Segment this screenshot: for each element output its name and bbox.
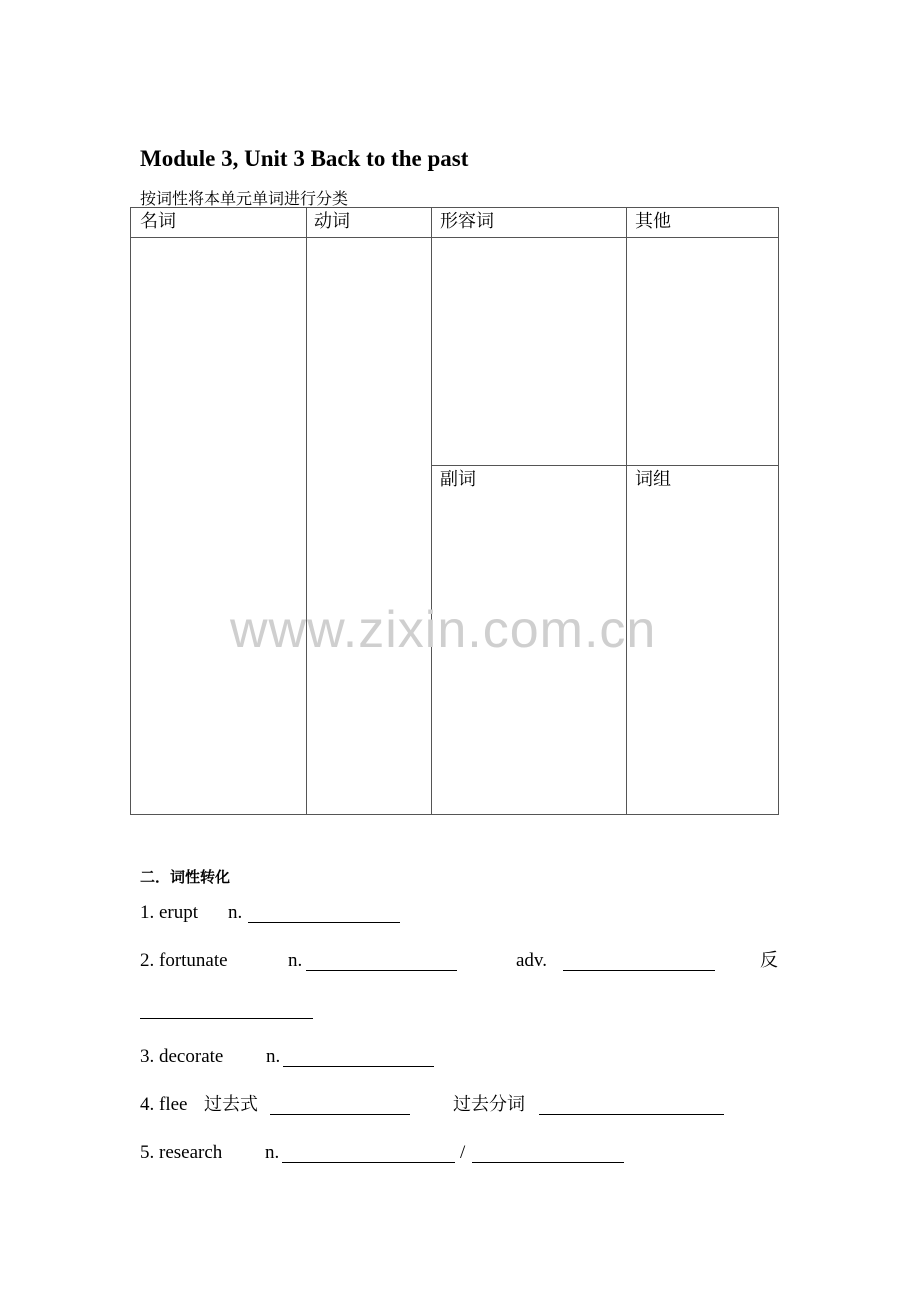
item-2-noun-label: n. — [288, 950, 303, 971]
item-3-label: n. — [266, 1046, 281, 1067]
item-2-word: 2. fortunate — [140, 950, 228, 971]
item-2-adv-label: adv. — [516, 950, 547, 971]
item-4-past-label: 过去式 — [204, 1094, 258, 1115]
other-area — [626, 237, 779, 466]
header-verb: 动词 — [314, 211, 350, 232]
noun-column — [130, 237, 307, 815]
header-phrase: 词组 — [635, 469, 671, 490]
section-heading: 二．词性转化 — [140, 868, 231, 886]
item-1-blank[interactable] — [248, 922, 400, 923]
item-1-word: 1. erupt — [140, 902, 199, 923]
item-5-label: n. — [265, 1142, 280, 1163]
watermark: www.zixin.com.cn — [230, 601, 657, 659]
header-adverb: 副词 — [440, 469, 476, 490]
table-instruction: 按词性将本单元单词进行分类 — [140, 189, 349, 208]
item-4-past-blank[interactable] — [270, 1114, 410, 1115]
item-5-separator: / — [460, 1142, 466, 1163]
item-5-word: 5. research — [140, 1142, 223, 1163]
item-4-word: 4. flee — [140, 1094, 188, 1115]
item-4-participle-label: 过去分词 — [453, 1094, 525, 1115]
item-1-label: n. — [228, 902, 243, 923]
header-noun: 名词 — [140, 211, 176, 232]
verb-column — [306, 237, 432, 815]
header-adjective: 形容词 — [440, 211, 494, 232]
item-5-blank-2[interactable] — [472, 1162, 624, 1163]
item-2-noun-blank[interactable] — [306, 970, 457, 971]
item-3-blank[interactable] — [283, 1066, 434, 1067]
item-2-antonym-label: 反 — [760, 950, 778, 971]
item-3-word: 3. decorate — [140, 1046, 224, 1067]
page-title: Module 3, Unit 3 Back to the past — [140, 146, 469, 171]
item-2-adv-blank[interactable] — [563, 970, 715, 971]
adjective-area — [431, 237, 627, 466]
item-4-participle-blank[interactable] — [539, 1114, 724, 1115]
header-other: 其他 — [635, 211, 671, 232]
item-2-antonym-blank[interactable] — [140, 1018, 313, 1019]
item-5-blank-1[interactable] — [282, 1162, 455, 1163]
